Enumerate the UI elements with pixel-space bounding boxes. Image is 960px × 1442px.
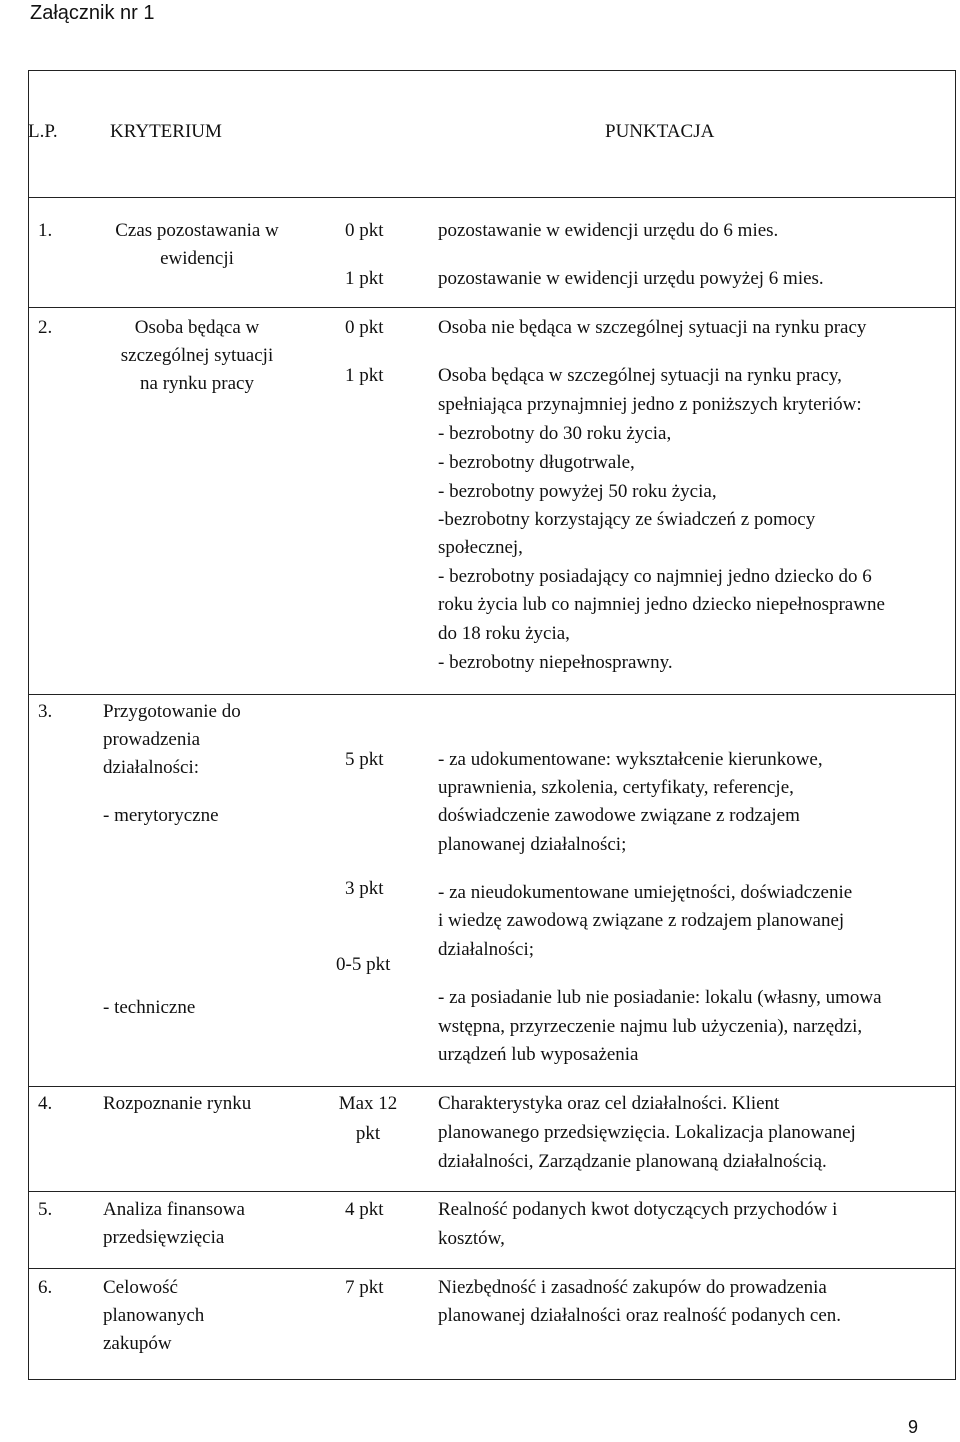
description-line: - bezrobotny do 30 roku życia, xyxy=(438,423,672,444)
criterion-line: szczególnej sytuacji xyxy=(120,345,274,366)
description-line: planowanej działalności; xyxy=(438,834,627,855)
criterion-line: prowadzenia xyxy=(103,729,201,750)
row-number: 1. xyxy=(38,220,53,241)
description-line: do 18 roku życia, xyxy=(438,623,570,644)
description-line: planowanego przedsięwzięcia. Lokalizacja planowanej xyxy=(438,1122,856,1143)
row-divider xyxy=(28,694,956,695)
row-divider xyxy=(28,307,956,308)
description-line: roku życia lub co najmniej jedno dziecko niepełnosprawne xyxy=(438,594,885,615)
criterion-line: ewidencji xyxy=(160,248,234,269)
description-line: kosztów, xyxy=(438,1228,505,1249)
description-line: - bezrobotny niepełnosprawny. xyxy=(438,652,673,673)
description-line: spełniająca przynajmniej jedno z poniższych kryteriów: xyxy=(438,394,862,415)
points-value: 1 pkt xyxy=(345,268,384,289)
attachment-label: Załącznik nr 1 xyxy=(30,2,155,24)
description-line: społecznej, xyxy=(438,537,523,558)
points-value: 0 pkt xyxy=(345,220,384,241)
description-line: - bezrobotny posiadający co najmniej jedno dziecko do 6 xyxy=(438,566,872,587)
header-criterion: KRYTERIUM xyxy=(110,121,222,142)
sub-criterion: - merytoryczne xyxy=(103,805,219,826)
points-value: 5 pkt xyxy=(345,749,384,770)
points-value: 4 pkt xyxy=(345,1199,384,1220)
description-line: i wiedzę zawodową związane z rodzajem planowanej xyxy=(438,910,845,931)
criterion-line: planowanych xyxy=(103,1305,205,1326)
criterion-line: Rozpoznanie rynku xyxy=(103,1093,252,1114)
description-line: Osoba nie będąca w szczególnej sytuacji na rynku pracy xyxy=(438,317,867,338)
header-divider xyxy=(28,197,956,198)
row-divider xyxy=(28,1086,956,1087)
criterion-line: zakupów xyxy=(103,1333,172,1354)
points-value: 0 pkt xyxy=(345,317,384,338)
points-value: Max 12 xyxy=(338,1093,398,1114)
criterion-line: Analiza finansowa xyxy=(103,1199,245,1220)
row-number: 3. xyxy=(38,701,53,722)
page-number: 9 xyxy=(908,1417,919,1437)
description-line: działalności, Zarządzanie planowaną działalnością. xyxy=(438,1151,827,1172)
row-number: 6. xyxy=(38,1277,53,1298)
description-line: -bezrobotny korzystający ze świadczeń z pomocy xyxy=(438,509,816,530)
description-line: pozostawanie w ewidencji urzędu powyżej 6 mies. xyxy=(438,268,824,289)
description-line: - za posiadanie lub nie posiadanie: lokalu (własny, umowa xyxy=(438,987,882,1008)
row-divider xyxy=(28,1191,956,1192)
points-value: 0-5 pkt xyxy=(336,954,391,975)
criterion-line: Czas pozostawania w xyxy=(115,220,279,241)
description-line: urządzeń lub wyposażenia xyxy=(438,1044,639,1065)
description-line: działalności; xyxy=(438,939,535,960)
criterion-line: Celowość xyxy=(103,1277,178,1298)
points-value: 3 pkt xyxy=(345,878,384,899)
criterion-line: Przygotowanie do xyxy=(103,701,241,722)
criterion-line: na rynku pracy xyxy=(140,373,254,394)
points-value: 7 pkt xyxy=(345,1277,384,1298)
header-lp: L.P. xyxy=(28,121,58,142)
criterion-line: działalności: xyxy=(103,757,200,778)
header-scoring: PUNKTACJA xyxy=(605,121,715,142)
description-line: Osoba będąca w szczególnej sytuacji na rynku pracy, xyxy=(438,365,842,386)
points-value: 1 pkt xyxy=(345,365,384,386)
description-line: doświadczenie zawodowe związane z rodzajem xyxy=(438,805,800,826)
row-number: 5. xyxy=(38,1199,53,1220)
description-line: - za udokumentowane: wykształcenie kierunkowe, xyxy=(438,749,823,770)
description-line: Realność podanych kwot dotyczących przychodów i xyxy=(438,1199,838,1220)
description-line: - bezrobotny powyżej 50 roku życia, xyxy=(438,481,717,502)
criterion-line: Osoba będąca w xyxy=(134,317,260,338)
sub-criterion: - techniczne xyxy=(103,997,196,1018)
description-line: Niezbędność i zasadność zakupów do prowadzenia xyxy=(438,1277,827,1298)
description-line: - bezrobotny długotrwale, xyxy=(438,452,635,473)
description-line: planowanej działalności oraz realność podanych cen. xyxy=(438,1305,842,1326)
points-value: pkt xyxy=(355,1123,381,1144)
description-line: Charakterystyka oraz cel działalności. Klient xyxy=(438,1093,780,1114)
row-number: 2. xyxy=(38,317,53,338)
description-line: pozostawanie w ewidencji urzędu do 6 mies. xyxy=(438,220,779,241)
description-line: uprawnienia, szkolenia, certyfikaty, referencje, xyxy=(438,777,794,798)
description-line: wstępna, przyrzeczenie najmu lub użyczenia), narzędzi, xyxy=(438,1016,863,1037)
row-divider xyxy=(28,1268,956,1269)
row-number: 4. xyxy=(38,1093,53,1114)
criterion-line: przedsięwzięcia xyxy=(103,1227,225,1248)
description-line: - za nieudokumentowane umiejętności, doświadczenie xyxy=(438,882,853,903)
